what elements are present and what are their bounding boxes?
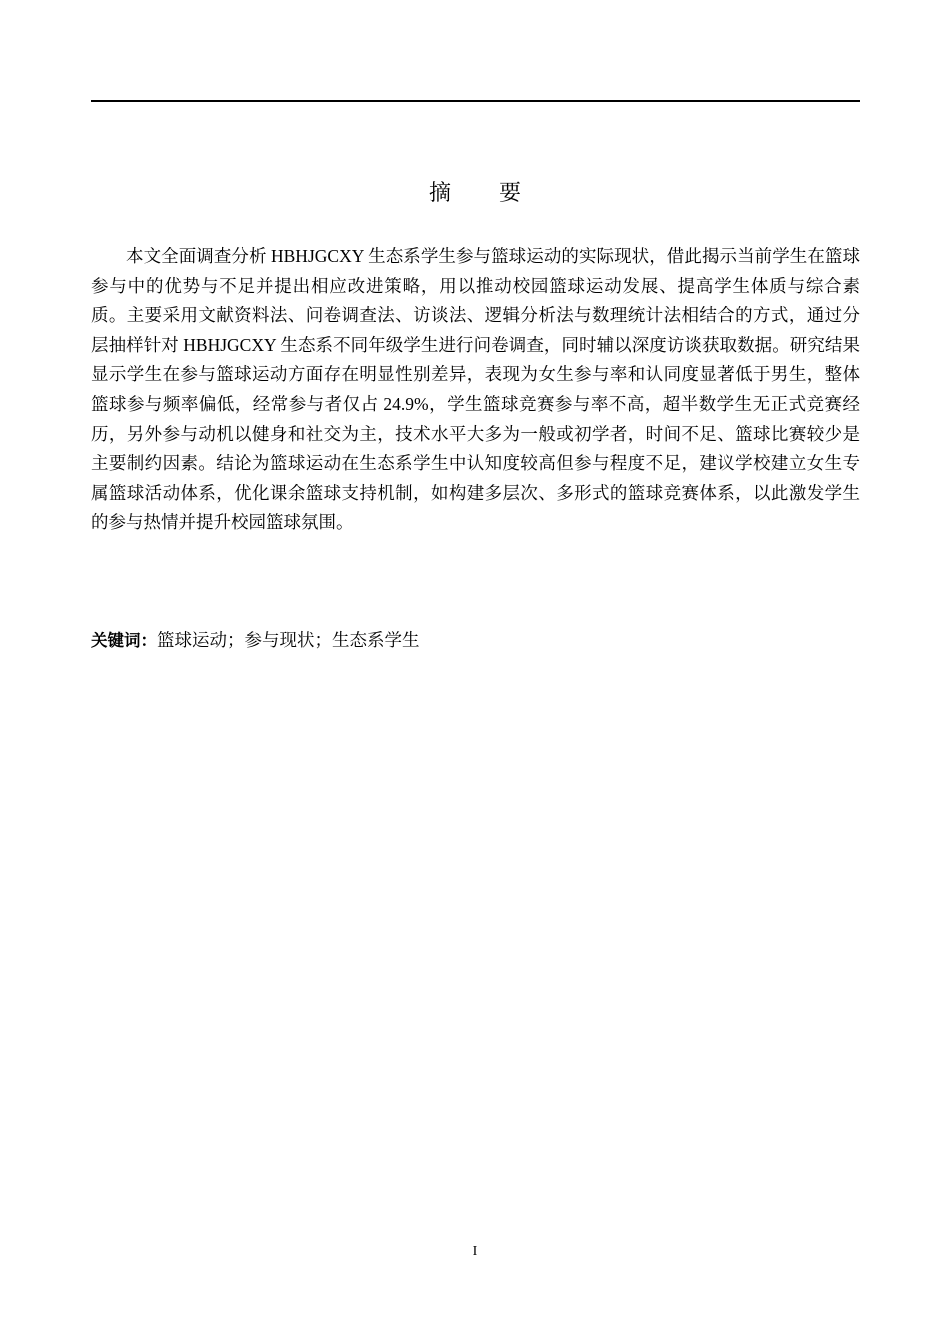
keywords-label: 关键词： (91, 631, 157, 650)
page-title (0, 178, 950, 210)
page-number: I (472, 1244, 478, 1259)
abstract-paragraph: 本文全面调查分析 HBHJGCXY 生态系学生参与篮球运动的实际现状，借此揭示当前学生在篮球参与中的优势与不足并提出相应改进策略，用以推动校园篮球运动发展、提高学生体质与综合素质。主要采用文献资料法、问卷调查法、访谈法、逻辑分析法与数理统计法相结合的方式，通过分层抽样针对 HBHJGCXY 生态系不同年级学生进行问卷调查，同时辅以深度访谈获取数据。研究结果显示学生在参与篮球运动方面存在明显性别差异，表现为女生参与率和认同度显著低于男生，整体篮球参与频率偏低，经常参与者仅占 24.9%，学生篮球竞赛参与率不高，超半数学生无正式竞赛经历，另外参与动机以健身和社交为主，技术水平大多为一般或初学者，时间不足、篮球比赛较少是主要制约因素。结论为篮球运动在生态系学生中认知度较高但参与程度不足，建议学校建立女生专属篮球活动体系，优化课余篮球支持机制，如构建多层次、多形式的篮球竞赛体系，以此激发学生的参与热情并提升校园篮球氛围。 (91, 246, 860, 533)
header-rule (91, 100, 860, 102)
keywords-line (91, 626, 860, 656)
keywords-value: 篮球运动；参与现状；生态系学生 (157, 630, 420, 650)
title-char-2: 要 (499, 181, 522, 206)
title-char-1: 摘 (428, 181, 451, 206)
